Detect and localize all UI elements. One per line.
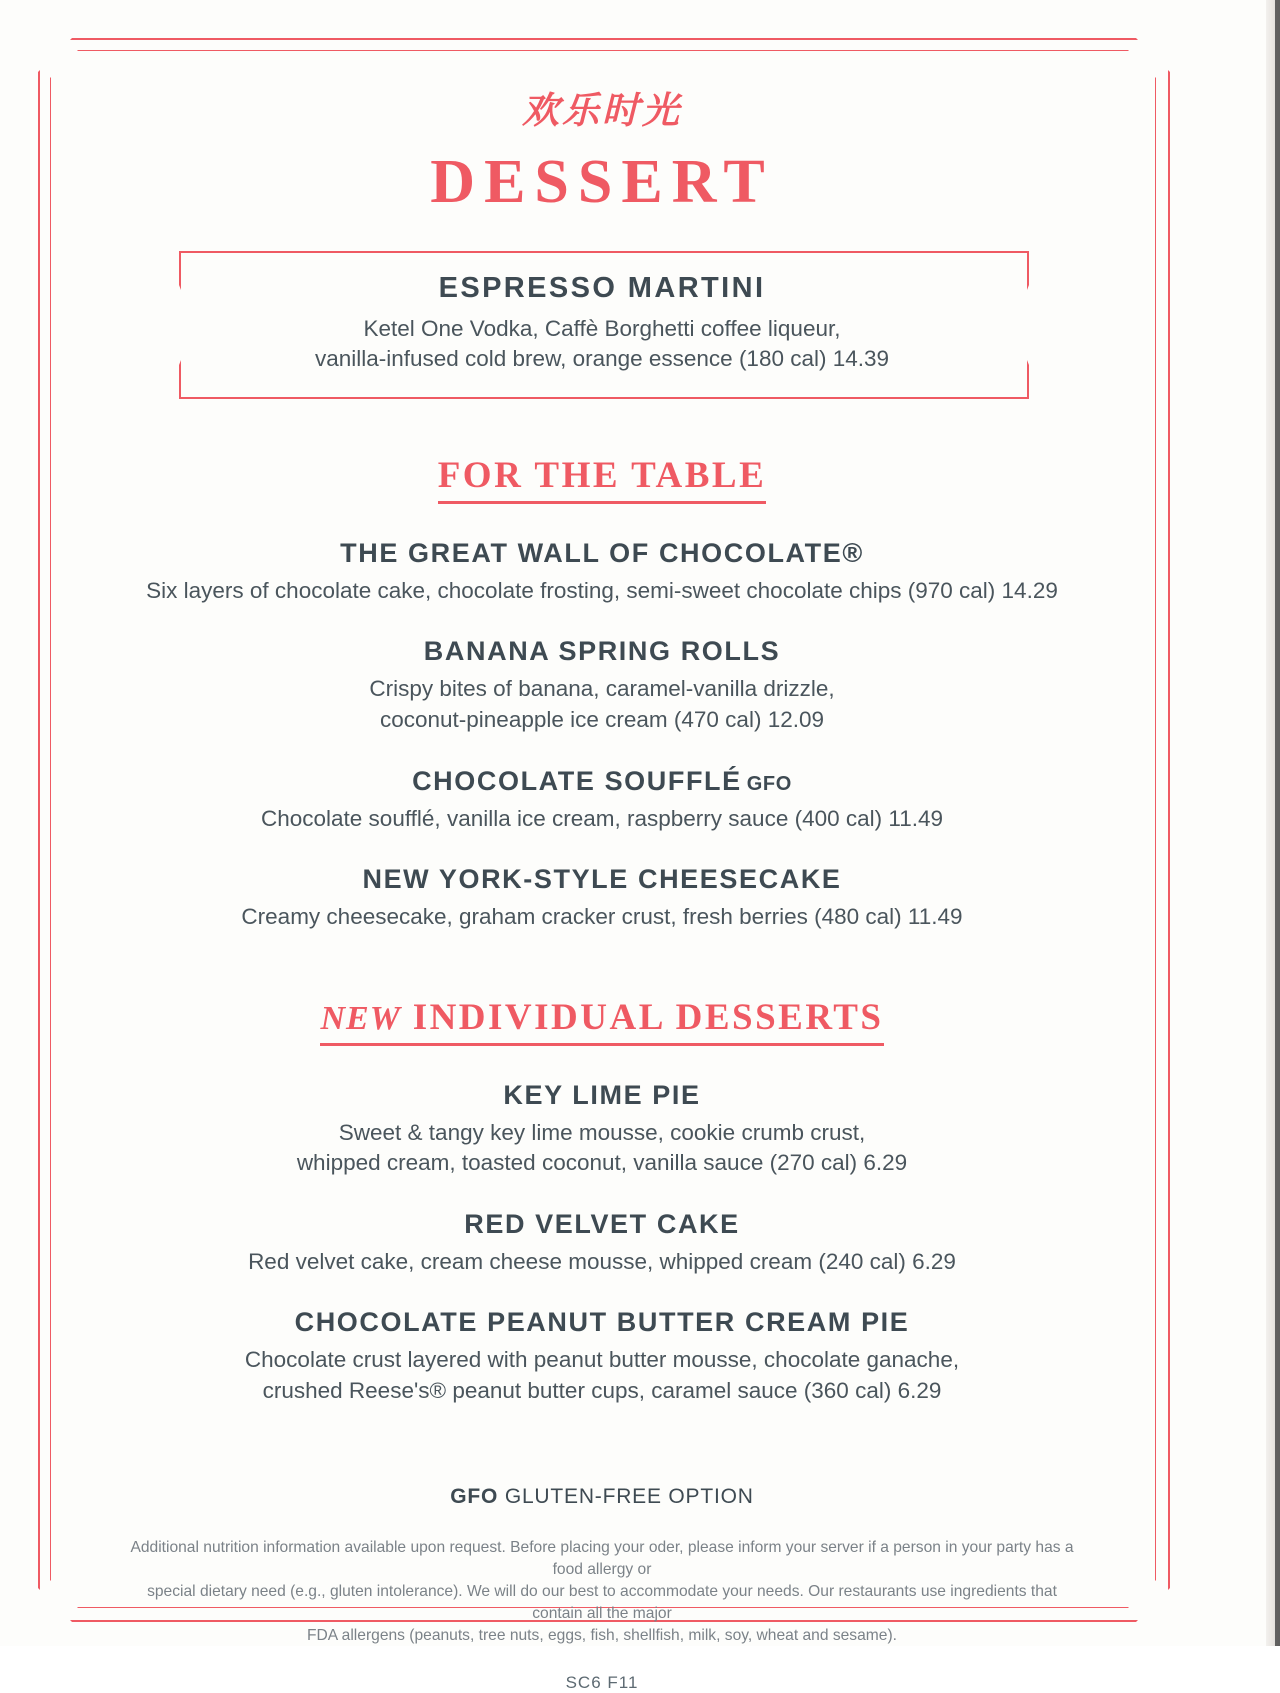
menu-code: SC6 F11 [565, 1673, 639, 1693]
featured-item-desc-line-1: Ketel One Vodka, Caffè Borghetti coffee liqueur, [363, 315, 841, 341]
menu-item-desc-line-1: Red velvet cake, cream cheese mousse, whipped cream (240 cal) 6.29 [248, 1248, 956, 1274]
menu-item-desc-line-2: whipped cream, toasted coconut, vanilla sauce (270 cal) 6.29 [296, 1150, 908, 1176]
legend-text: GLUTEN-FREE OPTION [504, 1484, 754, 1508]
menu-item-desc-line-1: Chocolate crust layered with peanut butter mousse, chocolate ganache, [244, 1347, 960, 1373]
menu-item-name: KEY LIME PIE [503, 1079, 701, 1110]
disclaimer [122, 1537, 1082, 1648]
menu-item-name: RED VELVET CAKE [464, 1208, 740, 1239]
menu-item-name: CHOCOLATE PEANUT BUTTER CREAM PIE [294, 1307, 910, 1338]
disclaimer-line-3: FDA allergens (peanuts, tree nuts, eggs, fish, shellfish, milk, soy, wheat and sesame). [307, 1627, 897, 1645]
menu-content [80, 60, 1124, 1693]
menu-item [80, 766, 1124, 835]
legend [80, 1485, 1124, 1509]
menu-item-name: NEW YORK-STYLE CHEESECAKE [362, 864, 842, 895]
chinese-title: 欢乐时光 [522, 89, 682, 132]
menu-item [80, 1209, 1124, 1278]
menu-item [80, 1307, 1124, 1406]
page-title: DESSERT [430, 148, 774, 216]
menu-item-desc-line-2: crushed Reese's® peanut butter cups, caramel sauce (360 cal) 6.29 [262, 1378, 942, 1404]
menu-item [80, 636, 1124, 735]
featured-item-desc-line-2: vanilla-infused cold brew, orange essence (180 cal) 14.39 [314, 346, 890, 371]
menu-item-name [80, 766, 1124, 797]
featured-item-name: ESPRESSO MARTINI [438, 271, 766, 304]
featured-item-plaque [179, 251, 1025, 395]
menu-item-desc-line-1: Sweet & tangy key lime mousse, cookie crumb crust, [338, 1119, 866, 1145]
menu-item-desc-line-1: Chocolate soufflé, vanilla ice cream, raspberry sauce (400 cal) 11.49 [260, 805, 944, 831]
section-heading-individual-desserts [320, 996, 884, 1046]
menu-item-desc-line-1: Creamy cheesecake, graham cracker crust, fresh berries (480 cal) 11.49 [241, 904, 963, 930]
menu-item-name-text: CHOCOLATE SOUFFLÉ [412, 765, 742, 796]
new-badge: NEW [320, 999, 401, 1037]
legend-abbr: GFO [450, 1484, 499, 1508]
section-heading-text: INDIVIDUAL DESSERTS [412, 996, 884, 1038]
menu-item-desc-line-1: Six layers of chocolate cake, chocolate frosting, semi-sweet chocolate chips (970 cal) 14.29 [146, 577, 1058, 603]
paper-edge-shadow [1275, 0, 1280, 1646]
section-heading-for-the-table: FOR THE TABLE [438, 457, 767, 504]
menu-item-desc-line-2: coconut-pineapple ice cream (470 cal) 12.09 [379, 707, 824, 733]
menu-item-name: BANANA SPRING ROLLS [423, 636, 781, 667]
menu-item-name: THE GREAT WALL OF CHOCOLATE® [340, 537, 864, 568]
menu-item-desc-line-1: Crispy bites of banana, caramel-vanilla drizzle, [369, 676, 835, 702]
disclaimer-line-1: Additional nutrition information available upon request. Before placing your oder, please inform your server if a person in your party has a food allergy or [130, 1538, 1074, 1578]
menu-item [80, 864, 1124, 933]
gluten-free-option-badge: GFO [746, 772, 792, 795]
disclaimer-line-2: special dietary need (e.g., gluten intolerance). We will do our best to accommodate your needs. Our restaurants use ingredients that contain all the major [147, 1582, 1057, 1623]
section-for-the-table [80, 457, 1124, 504]
menu-item [80, 1080, 1124, 1179]
menu-item [80, 538, 1124, 607]
section-individual-desserts [80, 996, 1124, 1046]
